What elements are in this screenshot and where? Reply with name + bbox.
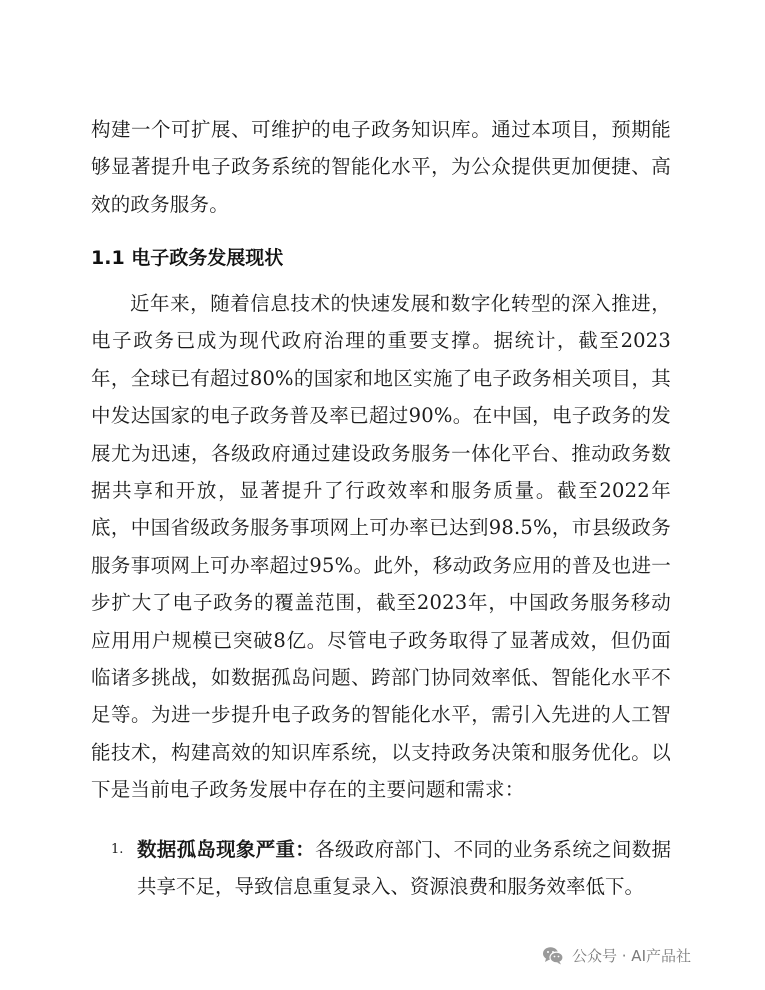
section-title: 电子政务发展现状 [131, 247, 284, 269]
footer-text: 公众号 · AI产品社 [572, 947, 691, 965]
list-item-body: 各级政府部门、不同的业务系统之间数据共享不足，导致信息重复录入、资源浪费和服务效率低下。 [137, 838, 671, 899]
footer-watermark [542, 945, 691, 966]
list-item-text [137, 831, 671, 906]
intro-paragraph: 构建一个可扩展、可维护的电子政务知识库。通过本项目，预期能够显著提升电子政务系统的智能化水平，为公众提供更加便捷、高效的政务服务。 [91, 118, 671, 216]
section-number: 1.1 [91, 247, 125, 269]
list-item-number: 1. [111, 842, 124, 857]
wechat-icon [542, 946, 564, 965]
list-item-title: 数据孤岛现象严重： [137, 838, 316, 861]
section-heading [91, 243, 283, 273]
list-item [111, 831, 671, 906]
section-body: 近年来，随着信息技术的快速发展和数字化转型的深入推进，电子政务已成为现代政府治理的重要支撑。据统计，截至2023年，全球已有超过80%的国家和地区实施了电子政务相关项目，其中发达国家的电子政务普及率已超过90%。在中国，电子政务的发展尤为迅速，各级政府通过建设政务服务一体化平台、推动政务数据共享和开放，显著提升了行政效率和服务质量。截至2022年底，中国省级政务服务事项网上可办率已达到98.5%，市县级政务服务事项网上可办率超过95%。此外，移动政务应用的普及也进一步扩大了电子政务的覆盖范围，截至2023年，中国政务服务移动应用用户规模已突破8亿。尽管电子政务取得了显著成效，但仍面临诸多挑战，如数据孤岛问题、跨部门协同效率低、智能化水平不足等。为进一步提升电子政务的智能化水平，需引入先进的人工智能技术，构建高效的知识库系统，以支持政务决策和服务优化。以下是当前电子政务发展中存在的主要问题和需求： [91, 292, 671, 802]
